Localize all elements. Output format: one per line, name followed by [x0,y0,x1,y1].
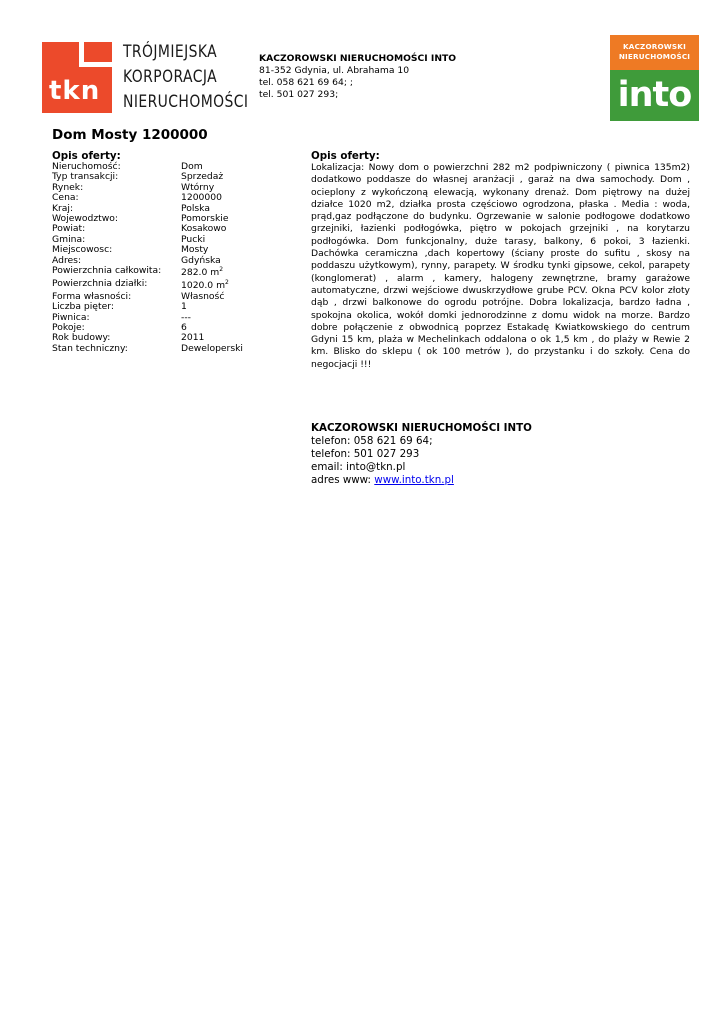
detail-value-text: 1 [181,301,187,313]
into-logo-word: into [610,70,699,121]
detail-row [52,313,302,323]
detail-value-text: 282.0 m [181,266,220,278]
contact-phone-2: telefon: 501 027 293 [311,448,420,460]
detail-label: Nieruchomość: [52,161,121,172]
detail-value [181,344,243,354]
detail-value-text: Wtórny [181,181,215,193]
detail-row [52,214,302,224]
tkn-name [123,40,248,115]
detail-label: Adres: [52,254,82,266]
into-logo-line-2: NIERUCHOMOŚCI [618,52,691,61]
contact-name: KACZOROWSKI NIERUCHOMOŚCI INTO [311,422,532,434]
detail-value-text: Polska [181,202,210,214]
detail-label: Wojewodztwo: [52,212,118,224]
tkn-name-line-2: KORPORACJA [123,67,218,87]
detail-value [181,265,224,278]
detail-label: Piwnica: [52,311,90,323]
tkn-name-line-3: NIERUCHOMOŚCI [123,92,249,112]
detail-value-text: 1200000 [181,192,222,204]
contact-phone-1: telefon: 058 621 69 64; [311,435,433,447]
agency-phone-2: tel. 501 027 293; [259,89,339,100]
page-title: Dom Mosty 1200000 [52,127,208,143]
detail-row [52,266,302,279]
contact-block [311,422,532,487]
detail-label: Forma własności: [52,290,132,302]
detail-label: Miejscowosc: [52,244,113,256]
detail-row [52,183,302,193]
detail-value-text: Pomorskie [181,212,229,224]
detail-label: Rynek: [52,181,84,193]
detail-value-text: 6 [181,322,187,334]
into-logo [610,35,699,121]
detail-value [181,292,224,302]
agency-address: 81-352 Gdynia, ul. Abrahama 10 [259,65,410,76]
unit-superscript: 2 [219,265,224,273]
detail-label: Powierzchnia całkowita: [52,264,162,276]
website-link[interactable]: www.into.tkn.pl [374,474,454,486]
agency-header [259,53,456,101]
detail-value-text: Deweloperski [181,342,243,354]
detail-value-text: Gdyńska [181,254,221,266]
detail-label: Stan techniczny: [52,342,128,354]
detail-value-text: 2011 [181,332,205,344]
details-heading: Opis oferty: [52,150,121,162]
contact-www [311,474,532,487]
detail-row [52,279,302,292]
detail-label: Kraj: [52,202,74,214]
contact-www-prefix: adres www: [311,474,375,486]
tkn-logo [42,42,249,117]
detail-label: Powiat: [52,223,86,235]
offer-details [52,150,302,354]
detail-value-text: Mosty [181,244,209,256]
contact-email: email: into@tkn.pl [311,461,406,473]
detail-value-text: Pucki [181,233,206,245]
detail-label: Powierzchnia działki: [52,277,148,289]
details-list [52,162,302,354]
detail-row [52,245,302,255]
unit-superscript: 2 [225,278,229,286]
agency-name: KACZOROWSKI NIERUCHOMOŚCI INTO [259,53,457,64]
detail-label: Liczba pięter: [52,301,114,313]
detail-value-text: Dom [181,161,203,172]
tkn-logo-mark [42,42,112,113]
detail-value-text: Sprzedaż [181,171,224,183]
logo-bar-horizontal [84,62,112,67]
detail-row [52,224,302,234]
into-logo-line-1: KACZOROWSKI [623,42,686,51]
agency-phone-1: tel. 058 621 69 64; ; [259,77,353,88]
offer-description [311,150,690,371]
detail-label: Gmina: [52,233,86,245]
tkn-abbrev: tkn [49,76,101,106]
description-text: Lokalizacja: Nowy dom o powierzchni 282 m2 podpiwniczony ( piwnica 135m2) dodatkowo poddasze do własnej aranżacji , garaż na dwa samochody. Dom , ocieplony z wykończoną elewacją, wykonany drenaż. Dom piętrowy na dużej działce 1020 m2, działka prosta częściowo ogrodzona, płaska . Media : woda, prąd,gaz podłączone do budynku. Ogrzewanie w salonie podłogowe dodatkowo grzejniki, łazienki podłogówka, piętro w pokojach grzejniki , na korytarzu podłogówka. Dom funkcjonalny, duże tarasy, balkony, 6 pokoi, 3 łazienki. Dachówka ceramiczna ,dach kopertowy (ściany proste do sufitu , skosy na poddaszu użytkowym), rynny, parapety. W środku tynki gipsowe, cekol, parapety (konglomerat) , alarm , kamery, halogeny zewnętrzne, bramy garażowe automatyczne, drzwi wejściowe dwuskrzydłowe grube PCV. Okna PCV kolor złoty dąb , drzwi balkonowe do ogrodu potrójne. Dobra lokalizacja, bardzo ładna , spokojna okolica, wokół domki jednorodzinne z domu widok na morze. Bardzo dobre połączenie z obwodnicą poprzez Estakadę Kwiatkowskiego do centrum Gdyni 15 km, plaża w Mechelinkach oddalona o ok 1,5 km , do plaży w Rewie 2 km. Blisko do sklepu ( ok 100 metrów ), do przystanku i do szkoły. Cena do negocjacji !!! [311,162,690,370]
detail-value-text: Własność [181,290,225,302]
description-heading: Opis oferty: [311,150,380,162]
detail-value [181,278,229,291]
detail-value-text: --- [181,311,191,323]
detail-label: Rok budowy: [52,332,111,344]
detail-row [52,344,302,354]
detail-row [52,193,302,203]
tkn-name-line-1: TRÓJMIEJSKA [123,42,218,62]
detail-value-text: Kosakowo [181,223,227,235]
detail-row [52,172,302,182]
detail-label: Typ transakcji: [52,171,119,183]
detail-label: Pokoje: [52,322,85,334]
detail-value-text: 1020.0 m [181,279,226,291]
into-logo-banner [610,35,699,70]
detail-value [181,256,221,266]
detail-label: Cena: [52,192,79,204]
